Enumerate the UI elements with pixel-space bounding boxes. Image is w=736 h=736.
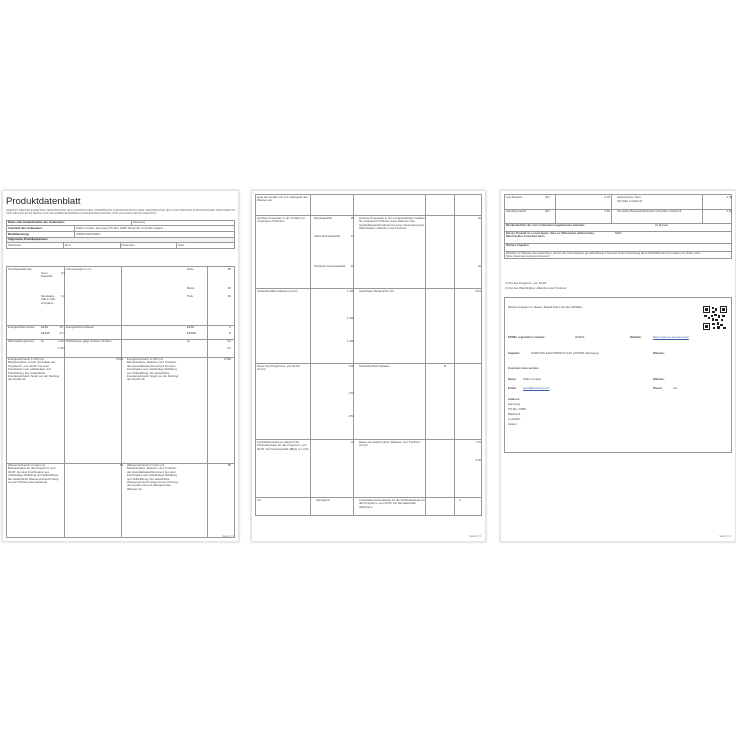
rinse-value-2: 5,0 — [227, 346, 231, 350]
eei-wd-value: 37,0 — [59, 331, 65, 335]
dry-duration-half-value: 4:45 — [475, 458, 481, 462]
off-mode-label: Aus-Zustand — [506, 195, 522, 199]
address-line-5: Ireland — [508, 422, 517, 426]
eprel-number-value: 000000 — [575, 335, 585, 339]
delayed-start-label: Zeitversetzter Start — [617, 195, 641, 199]
off-mode-value: 0,30 — [604, 195, 610, 199]
page-1-content — [6, 194, 235, 249]
spin-speed-label: Schleudereffizienzklasse (U/min) — [257, 289, 298, 293]
residual-moisture-label: Gewichtete Restfeuchte (%) — [359, 289, 394, 293]
depth-value: 60 — [227, 294, 231, 298]
temp-nenn-value: 26 — [350, 216, 354, 220]
website-label: Website: — [653, 351, 665, 355]
type-label: Art — [257, 498, 261, 502]
contact-name-label: Name: — [508, 377, 517, 381]
datasheet-page-1 — [2, 190, 239, 542]
footnote-2: (²) Für den Waschzyklus „Waschen und Trocknen“ — [505, 286, 568, 290]
spin-class-label: Schleudereffizienzklasse — [359, 364, 390, 368]
footnote-1: (¹) Für das Programm „eco 40-60“ — [505, 281, 547, 285]
phone-value: n/a — [673, 386, 677, 390]
email-label: Email: — [508, 386, 517, 390]
parameter-table — [6, 266, 235, 538]
rinse-label: Spülwirkung (g/kg) trockene Textilien — [66, 339, 112, 343]
spin-class-value: B — [444, 364, 446, 368]
spin-nenn-value: 1.400 — [347, 289, 354, 293]
delayed-start-unit: (W) (falls zutreffend) — [617, 199, 643, 203]
page-number: Seite 2 / 3 — [469, 535, 481, 538]
power-table — [504, 194, 732, 259]
temperature-2-label: Höchste Temperatur in der zu behandelnden Textilien für mindestens 5 Minuten beim Waschen des Haushaltswaschtrockners bei einer Verwendung des Waschzyklus „Waschen und Trocknen“ — [359, 216, 425, 231]
temp-quarter-label: Viertel der Nennkapazität — [314, 264, 346, 268]
address-line-1: Samsung — [508, 402, 520, 406]
iw-label: Iw — [41, 339, 44, 343]
eprel-weblink[interactable]: https://eprel.ec.europa.eu/qr/ — [653, 335, 689, 339]
header-parameter-2: Parameter — [121, 243, 178, 248]
dimensions-label: Abmessungen in cm — [66, 267, 92, 271]
capacity-dry-label: Nennkapazität im Waschzyklus — [41, 294, 56, 305]
page-number: Seite 1 / 3 — [222, 535, 234, 538]
temp-half-value: 27 — [350, 234, 354, 238]
customer-care-label: Customer care service: — [508, 366, 539, 370]
temp-quarter-value: 23 — [350, 264, 354, 268]
standby-unit: (W) — [545, 209, 550, 213]
page-number: Seite 3 / 3 — [719, 535, 731, 538]
temp-nenn-label: Nennkapazität — [314, 216, 332, 220]
water-consumption-2-label: Wasserverbrauch in Litern pro Betriebszyklus „Waschen und Trocknen“ des Haushaltswaschtrockners bei einer Kombination aus vollständiger Befüllung und Teilbefüllung. Der tatsächliche Wasserverbrauch hängt von der Nutzung des Geräts und vom Härtegrad des Wassers ab. — [127, 463, 178, 491]
header-value: Wert — [64, 243, 121, 248]
temp-half-label: Halbe Nennkapazität — [314, 234, 340, 238]
eec-wd-value: D — [228, 331, 231, 335]
program-duration-label: Dauer des Programms „eco 40-60“ (h:min) — [257, 364, 301, 372]
qr-code-icon — [703, 306, 727, 330]
eei-wd-label: EEIWD — [41, 331, 51, 335]
energy-consumption-value: 0,844 — [116, 357, 123, 361]
water-consumption-2-value: 86 — [227, 463, 231, 467]
temperature-label: Höchste Temperatur in der Textilien für mindestens 5 Minuten — [257, 216, 305, 224]
energy-consumption-2-value: 3,596 — [224, 357, 231, 361]
supplier-value: SAMSUNG ELECTRONICS (UK) LIMITED (Samsung) — [531, 351, 599, 355]
silver-ion-value: NEIN — [615, 231, 622, 235]
noise-class-value: A — [459, 498, 461, 502]
width-value: 60 — [227, 286, 231, 290]
temp2-nenn-value: 22 — [477, 216, 481, 220]
address-label: Address: — [508, 397, 521, 401]
temp2-half-value: 22 — [477, 264, 481, 268]
energy-consumption-label: Energieverbrauch in kWh pro Betriebszyklus, auf der Grundlage des Programms „eco 40-60“ bei einer Kombination aus vollständiger und Teilbefüllung. Der tatsächliche Energieverbrauch hängt von der Nutzung des Geräts ab. — [8, 357, 60, 382]
noise-label: Luftschallemissionen während der Schleuderphase für das Programm „eco 40-60“ bei Nennkapazität (dB(A) re 1 pW) — [257, 440, 309, 451]
eprel-number-label: EPREL registration number: — [508, 335, 546, 339]
width-label: Breite — [187, 286, 195, 290]
regulation-subtitle: GEMÄSS DER DELEGIERTEN VERORDNUNG (EU) 2019/2016 DER KOMMISSION ZUR ERGÄNZUNG DER VERORDNUNG (EU) 2017/1369 DES EUROPÄISCHEN PARLAMENTS UND DES RATES IN BEZUG AUF DIE ENERGIEVERBRAUCHSKENNZEICHNUNG VON HAUSHALTSKÜHLGERÄTEN — [6, 208, 235, 216]
supplier-address-label: Anschrift des Lieferanten: — [7, 226, 75, 231]
phone-label: Phone: — [653, 386, 663, 390]
supplier-name: Samsung — [132, 220, 145, 225]
page-title: Produktdatenblatt — [6, 196, 81, 207]
water-consumption-label: Wasserverbrauch in Litern pro Betriebszyklus für das Programm „eco 40-60“ bei einer Kombination aus vollständiger Befüllung und Teilbefüllung. Der tatsächliche Wasserverbrauch hängt von der Nutzung des Geräts ab. — [8, 463, 59, 485]
height-label: Höhe — [187, 267, 194, 271]
depth-label: Tiefe — [187, 294, 194, 298]
duration-quarter-value: 2:53 — [348, 414, 354, 418]
height-value: 85 — [227, 267, 231, 271]
networked-standby-label: Vernetzter Bereitschaftsbetrieb (W) (falls zutreffend) — [617, 209, 682, 213]
washing-eff-label: Waschwirkungsindex — [8, 339, 35, 343]
supplier-name-label: Name oder Handelsmarke des Lieferanten: — [7, 221, 132, 226]
top-continuation-label: saug des Geräts und vom Härtegrad des Wassers ab. — [257, 195, 308, 203]
general-params-heading: Allgemeine Produktparameter — [8, 237, 48, 242]
eec-w-label: EEIW — [187, 325, 195, 329]
qr-caption: Weitere Angaben zu diesem Modell finden Sie hier (EPREL) — [508, 305, 583, 309]
duration-half-value: 2:53 — [348, 391, 354, 395]
delayed-start-value: 4,00 — [726, 195, 732, 199]
capacity-wash-label: Nennkapazität — [41, 271, 53, 279]
supplier-address: Pulkin Contact, Samsung, PO Box 12987 Weiterrah Co Dublin Ireland — [76, 226, 163, 230]
energy-consumption-2-label: Energieverbrauch in kWh pro Betriebszyklus „Waschen und Trocknen“ des Haushaltswaschtrockners bei einer Kombination aus vollständiger Befüllung und Teilbefüllung. Der tatsächliche Energieverbrauch hängt von der Nutzung des Geräts ab. — [127, 357, 179, 382]
eei-label: Energieeffizienzindex — [8, 325, 35, 329]
eec-wd-label: EEIWD — [187, 331, 197, 335]
iw-rinse-label: Iw — [187, 339, 190, 343]
capacity-dry-value: 6,0 — [61, 294, 65, 298]
supplier-label: Supplier: — [508, 351, 521, 355]
iw-value: 1,031 — [58, 339, 65, 343]
weblink-label: Weblink: — [630, 335, 642, 339]
eei-w-value: 46,7 — [59, 325, 65, 329]
eei-w-label: EEIW — [41, 325, 49, 329]
model-label: Modellkennung: — [7, 232, 75, 237]
residual-moisture-value: 53,9 — [475, 289, 481, 293]
iw-value-2: 1,031 — [58, 346, 65, 350]
capacity-label: Nennkapazität (kg) — [8, 267, 32, 271]
address-line-2: PO Box 12987 — [508, 407, 527, 411]
warranty-value: 24 Monate — [655, 223, 669, 227]
datasheet-page-2 — [251, 190, 486, 542]
networked-standby-value: 2,00 — [726, 209, 732, 213]
spin-quarter-value: 1.400 — [347, 339, 354, 343]
header-parameter: Parameter — [7, 243, 64, 248]
standby-label: Standbyzustand — [506, 209, 527, 213]
parameter-table-2 — [255, 194, 482, 516]
warranty-label: Mindestlaufzeit der vom Lieferanten angebotenen Garantie: — [506, 223, 585, 227]
noise-class-label: Luftschallemissionsklasse für die Schleuderphase für das Programm „eco 40-60“ bei Nennkapazität (Waschen) — [359, 498, 425, 509]
address-line-4: Co.Dublin — [508, 417, 521, 421]
rinse-value-1: 5,0 — [227, 339, 231, 343]
contact-name-value: Pulkin Contact — [523, 377, 542, 381]
email-link[interactable]: eprel@samsung.com — [523, 386, 550, 390]
dry-duration-label: Dauer des Waschzyklus „Waschen und Trocknen“ (h:min) — [359, 440, 421, 448]
standby-value: 0,50 — [604, 209, 610, 213]
noise-value: 72 — [350, 440, 354, 444]
eec-label: Energieeffizienzklasse — [66, 325, 94, 329]
datasheet-page-3 — [500, 190, 736, 542]
eprel-box — [504, 297, 732, 453]
model-id: WD90T4046CE/EG — [76, 232, 101, 236]
extra-info-text: Weblink zur Website des Lieferanten, auf der die Informationen gemäß Anhang II Nummer 9 der Verordnung (EU) 2019/2023 der Kommission zu finden sind: https://www.samsung.com/support/ — [506, 251, 701, 259]
eec-w-value: A — [229, 325, 231, 329]
header-value-2: Wert — [178, 243, 185, 247]
extra-info-heading: Weitere Angaben — [506, 243, 529, 247]
off-mode-unit: (W) — [545, 195, 550, 199]
capacity-wash-value: 9,0 — [61, 271, 65, 275]
address-line-3: Blackrock — [508, 412, 521, 416]
type-value: Standgerät — [316, 498, 330, 502]
silver-ion-label: Dieses Produkt ist so konzipiert, dass es Silberionen während des Waschzyklus freisetzen kann — [506, 231, 595, 239]
website-label-2: Website: — [653, 377, 665, 381]
duration-nenn-value: 3:48 — [348, 364, 354, 368]
water-consumption-value: 53 — [119, 463, 123, 467]
dry-duration-nenn-value: 7:10 — [475, 440, 481, 444]
spin-half-value: 1.400 — [347, 316, 354, 320]
